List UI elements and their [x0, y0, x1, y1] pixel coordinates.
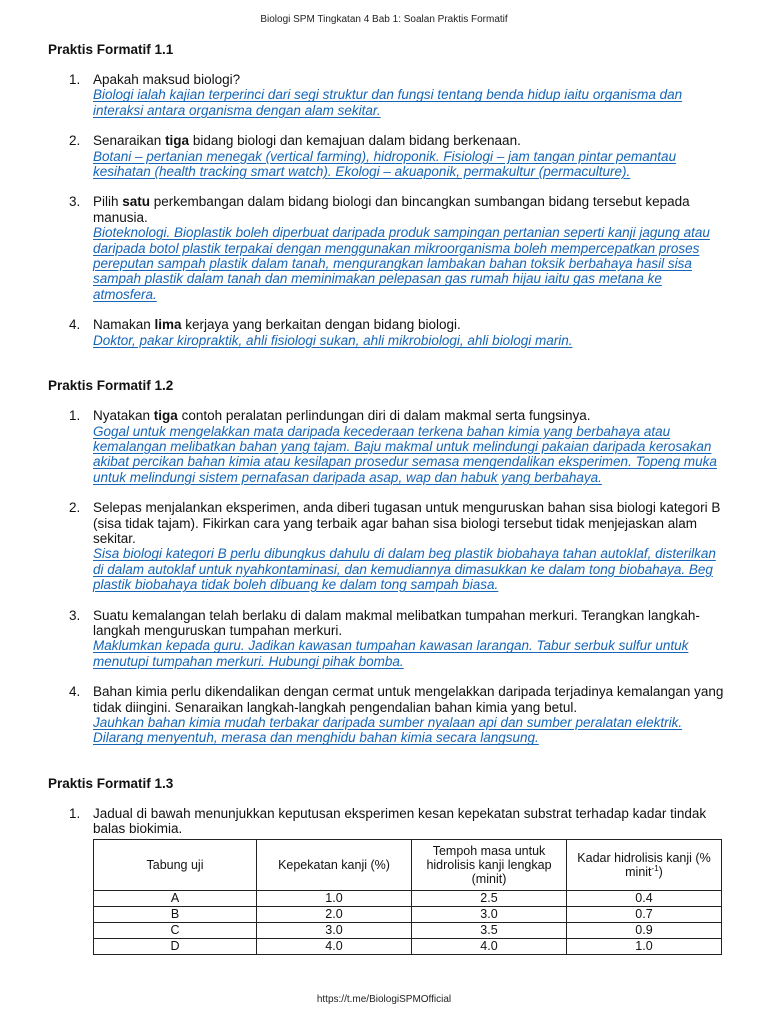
question-number: 2. — [69, 133, 81, 149]
table-header-cell: Kadar hidrolisis kanji (% minit$^{-1}$) — [567, 839, 722, 890]
question-item — [48, 500, 728, 592]
table-cell: D — [94, 938, 257, 954]
question-text: Nyatakan tiga contoh peralatan perlindungan diri di dalam makmal serta fungsinya. — [93, 408, 591, 424]
answer-text: Botani – pertanian menegak (vertical farming), hidroponik. Fisiologi – jam tangan pintar pemantau kesihatan (health tracking smart watch). Ekologi – akuaponik, permakultur (permaculture). — [93, 148, 677, 180]
results-table — [93, 839, 722, 955]
table-cell: 4.0 — [412, 938, 567, 954]
table-cell: 0.7 — [567, 906, 722, 922]
table-row — [94, 938, 722, 954]
table-cell: 2.5 — [412, 890, 567, 906]
question-text: Apakah maksud biologi? — [93, 72, 241, 87]
answer-text: Bioteknologi. Bioplastik boleh diperbuat daripada produk sampingan pertanian seperti kanji jagung atau daripada botol plastik terpakai dengan menggunakan mikroorganisma boleh mempercepatkan proses pereputan sampah plastik dalam tanah, mengurangkan lambakan bahan toksik berbahaya hasil sisa sampah plastik dalam tanah dan meminimakan pelepasan gas rumah hijau iaitu gas metana ke atmosfera. — [93, 225, 710, 302]
question-item — [48, 408, 728, 485]
question-number: 3. — [69, 607, 81, 623]
answer-text: Sisa biologi kategori B perlu dibungkus dahulu di dalam beg plastik biobahaya tahan autoklaf, disterilkan di dalam autoklaf untuk nyahkontaminasi, dan kemudiannya dimasukkan ke dalam tong biobahaya. Beg plastik biobahaya tidak boleh dibuang ke dalam tong sampah biasa. — [93, 546, 716, 593]
question-text: Jadual di bawah menunjukkan keputusan eksperimen kesan kepekatan substrat terhadap kadar tindak balas biokimia. — [93, 805, 707, 837]
question-list — [48, 806, 728, 837]
table-cell: 0.9 — [567, 922, 722, 938]
section-1-2 — [48, 377, 728, 746]
question-text: Namakan lima kerjaya yang berkaitan dengan bidang biologi. — [93, 317, 461, 333]
table-cell: 4.0 — [257, 938, 412, 954]
section-1-3 — [48, 775, 728, 955]
table-header-cell: Tempoh masa untuk hidrolisis kanji lengkap (minit) — [412, 839, 567, 890]
question-number: 4. — [69, 317, 81, 333]
table-cell: B — [94, 906, 257, 922]
table-cell: A — [94, 890, 257, 906]
table-row — [94, 890, 722, 906]
answer-text: Doktor, pakar kiropraktik, ahli fisiologi sukan, ahli mikrobiologi, ahli biologi marin. — [93, 332, 573, 348]
table-cell: 0.4 — [567, 890, 722, 906]
document-content — [48, 41, 728, 955]
question-item — [48, 684, 728, 746]
table-header-row — [94, 839, 722, 890]
question-item — [48, 72, 728, 118]
section-1-1 — [48, 41, 728, 348]
table-header-cell: Kepekatan kanji (%) — [257, 839, 412, 890]
question-item — [48, 194, 728, 302]
page-footer-link[interactable]: https://t.me/BiologiSPMOfficial — [316, 994, 452, 1005]
question-text: Pilih satu perkembangan dalam bidang biologi dan bincangkan sumbangan bidang tersebut kepada manusia. — [93, 194, 690, 225]
answer-text: Biologi ialah kajian terperinci dari segi struktur dan fungsi tentang benda hidup iaitu organisma dan interaksi antara organisma dengan alam sekitar. — [93, 87, 683, 118]
table-cell: 1.0 — [567, 938, 722, 954]
question-number: 2. — [69, 500, 81, 516]
page-header: Biologi SPM Tingkatan 4 Bab 1: Soalan Praktis Formatif — [260, 14, 508, 25]
answer-text: Jauhkan bahan kimia mudah terbakar daripada sumber nyalaan api dan sumber peralatan elektrik. Dilarang menyentuh, merasa dan menghidu bahan kimia secara langsung. — [93, 715, 683, 746]
question-text: Bahan kimia perlu dikendalikan dengan cermat untuk mengelakkan daripada terjadinya kemalangan yang tidak diingini. Senaraikan langkah-langkah pengendalian bahan kimia yang betul. — [93, 684, 724, 715]
table-cell: 3.0 — [412, 906, 567, 922]
table-cell: 3.0 — [257, 922, 412, 938]
question-item — [48, 317, 728, 348]
question-text: Selepas menjalankan eksperimen, anda diberi tugasan untuk menguruskan bahan sisa biologi kategori B (sisa tidak tajam). Fikirkan cara yang terbaik agar bahan sisa biologi tersebut tidak menjejaskan alam sekitar. — [93, 500, 721, 546]
question-text: Suatu kemalangan telah berlaku di dalam makmal melibatkan tumpahan merkuri. Terangkan langkah-langkah menguruskan tumpahan merkuri. — [93, 607, 700, 638]
question-number: 4. — [69, 684, 81, 700]
question-list — [48, 72, 728, 348]
table-cell: 1.0 — [257, 890, 412, 906]
question-number: 1. — [69, 72, 81, 87]
table-row — [94, 906, 722, 922]
section-title: Praktis Formatif 1.1 — [48, 42, 174, 57]
question-item — [48, 608, 728, 670]
table-cell: 3.5 — [412, 922, 567, 938]
question-number: 1. — [69, 805, 81, 821]
table-cell: C — [94, 922, 257, 938]
table-cell: 2.0 — [257, 906, 412, 922]
answer-text: Maklumkan kepada guru. Jadikan kawasan tumpahan kawasan larangan. Tabur serbuk sulfur untuk menutupi tumpahan merkuri. Hubungi pihak bomba. — [93, 638, 689, 669]
question-list — [48, 408, 728, 746]
answer-text: Gogal untuk mengelakkan mata daripada kecederaan terkena bahan kimia yang berbahaya atau kemalangan melibatkan bahan yang tajam. Baju makmal untuk melindungi pakaian daripada kerosakan akibat percikan bahan kimia atau kesilapan prosedur semasa mengendalikan eksperimen. Topeng muka untuk melindungi sistem pernafasan daripada asap, wap dan habuk yang berbahaya. — [93, 423, 717, 485]
question-item — [48, 133, 728, 179]
section-title: Praktis Formatif 1.3 — [48, 775, 174, 791]
table-header-cell: Tabung uji — [94, 839, 257, 890]
question-number: 3. — [69, 194, 81, 210]
question-number: 1. — [69, 408, 81, 424]
table-row — [94, 922, 722, 938]
question-item — [48, 806, 728, 837]
section-title: Praktis Formatif 1.2 — [48, 378, 174, 394]
question-text: Senaraikan tiga bidang biologi dan kemajuan dalam bidang berkenaan. — [93, 133, 521, 149]
